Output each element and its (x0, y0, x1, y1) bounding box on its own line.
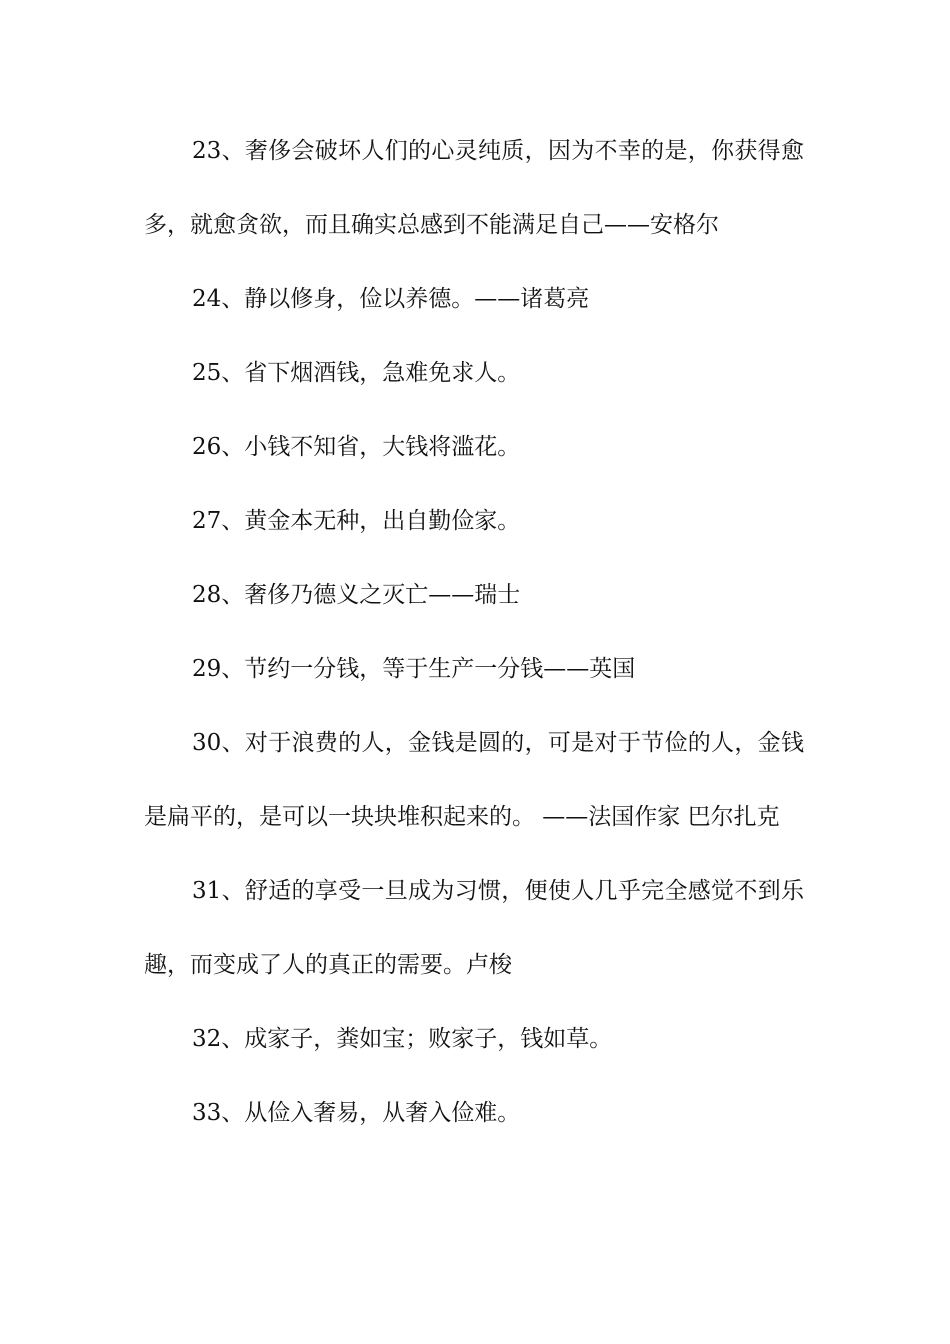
quote-paragraph-25: 25、省下烟酒钱，急难免求人。 (192, 360, 521, 386)
quote-paragraph-30: 30、对于浪费的人，金钱是圆的，可是对于节俭的人，金钱是扁平的，是可以一块块堆积起来的。 ——法国作家 巴尔扎克 (144, 730, 804, 830)
quote-paragraph-24: 24、静以修身，俭以养德。——诸葛亮 (192, 286, 590, 312)
quote-paragraph-27: 27、黄金本无种，出自勤俭家。 (192, 508, 521, 534)
quote-paragraph-23: 23、奢侈会破坏人们的心灵纯质，因为不幸的是，你获得愈多，就愈贪欲，而且确实总感到不能满足自己——安格尔 (144, 138, 804, 238)
quote-paragraph-29: 29、节约一分钱，等于生产一分钱——英国 (192, 656, 636, 682)
quote-paragraph-28: 28、奢侈乃德义之灭亡——瑞士 (192, 582, 521, 608)
quote-paragraph-32: 32、成家子，粪如宝；败家子，钱如草。 (192, 1026, 613, 1052)
document-body (144, 114, 804, 1150)
quote-paragraph-31: 31、舒适的享受一旦成为习惯，便使人几乎完全感觉不到乐趣，而变成了人的真正的需要。卢梭 (144, 878, 804, 978)
quote-paragraph-26: 26、小钱不知省，大钱将滥花。 (192, 434, 521, 460)
quote-paragraph-33: 33、从俭入奢易，从奢入俭难。 (192, 1100, 521, 1126)
